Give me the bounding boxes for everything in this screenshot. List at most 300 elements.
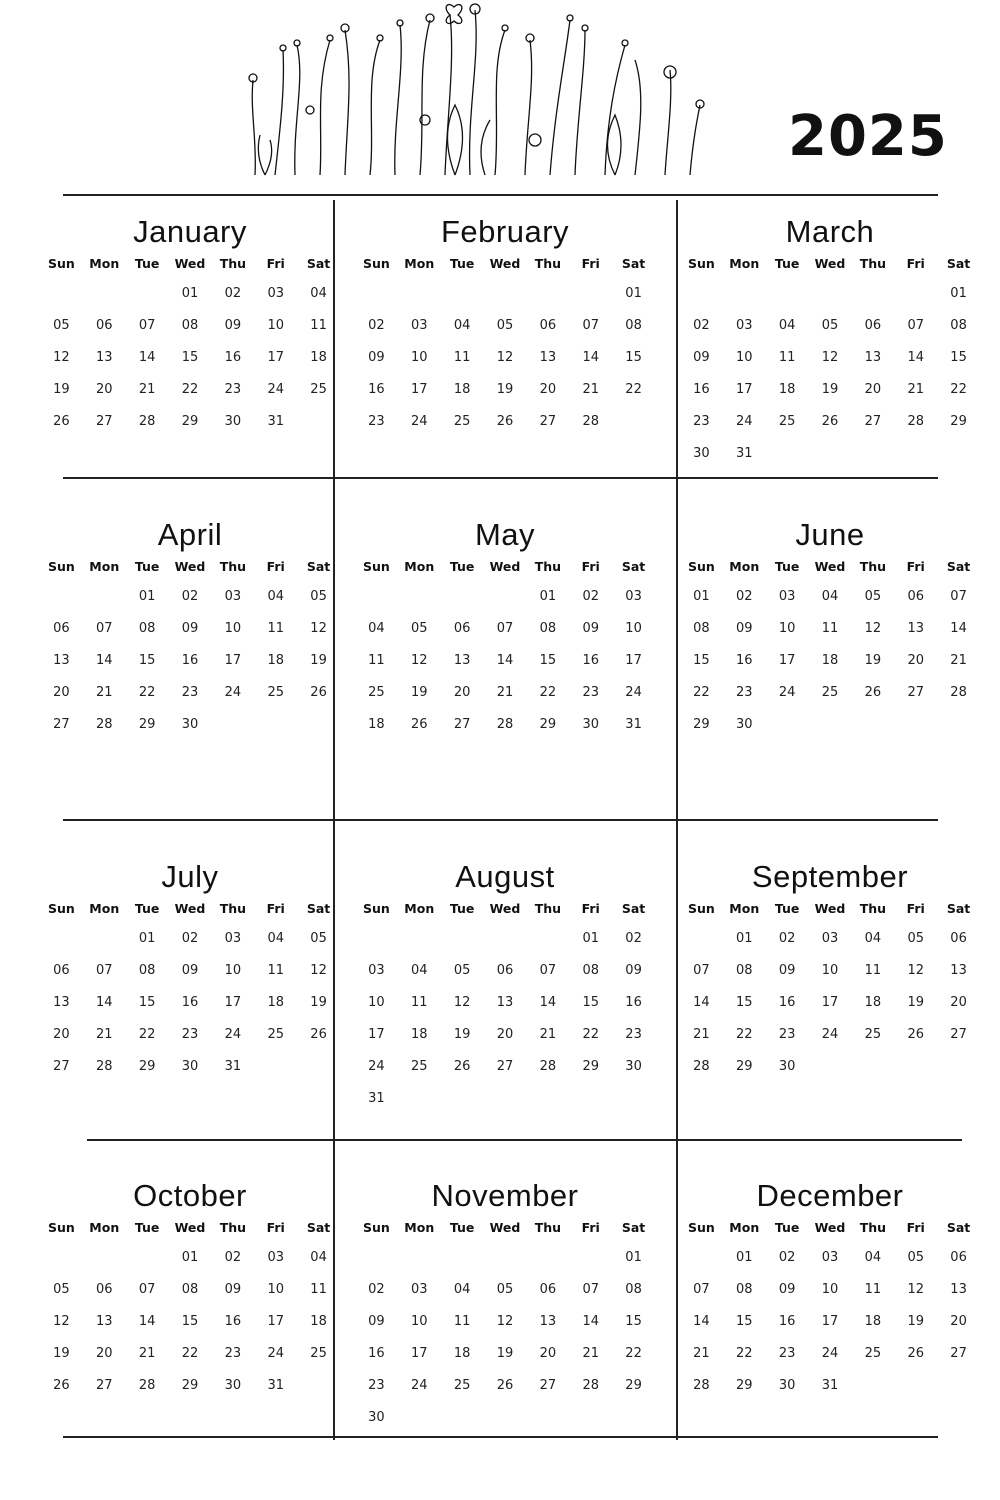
day-cell: 20 bbox=[907, 653, 924, 668]
weekday-label: Thu bbox=[859, 559, 887, 574]
day-cell: 31 bbox=[736, 446, 753, 461]
month-april bbox=[40, 515, 340, 749]
day-cell: 01 bbox=[950, 286, 967, 301]
day-cell: 11 bbox=[267, 963, 284, 978]
weekday-label: Wed bbox=[814, 256, 846, 271]
day-cell bbox=[126, 286, 169, 318]
day-cell: 06 bbox=[950, 1250, 967, 1265]
weekday-header bbox=[40, 901, 340, 931]
weekday-label: Tue bbox=[134, 1220, 160, 1235]
weekday-label: Thu bbox=[859, 256, 887, 271]
day-cell: 13 bbox=[53, 653, 70, 668]
weekday-label: Wed bbox=[174, 901, 206, 916]
day-cell: 08 bbox=[138, 963, 156, 978]
day-cell: 13 bbox=[907, 621, 924, 636]
day-cell: 25 bbox=[453, 1378, 471, 1393]
day-cell: 14 bbox=[138, 350, 156, 365]
day-cell: 22 bbox=[138, 1027, 156, 1042]
day-cell: 05 bbox=[864, 589, 882, 604]
day-cell: 14 bbox=[138, 1314, 156, 1329]
day-cell: 15 bbox=[138, 653, 156, 668]
day-cell: 05 bbox=[496, 1282, 514, 1297]
weekday-label: Fri bbox=[906, 559, 925, 574]
day-cell: 11 bbox=[864, 963, 882, 978]
day-cell: 28 bbox=[138, 1378, 156, 1393]
day-cell: 21 bbox=[96, 685, 113, 700]
day-cell: 22 bbox=[736, 1346, 753, 1361]
day-cell: 26 bbox=[864, 685, 882, 700]
day-cell: 14 bbox=[96, 995, 113, 1010]
day-cell: 12 bbox=[496, 350, 514, 365]
day-cell bbox=[809, 717, 852, 749]
day-cell: 11 bbox=[821, 621, 839, 636]
day-cell: 16 bbox=[181, 653, 199, 668]
day-cell: 03 bbox=[411, 1282, 428, 1297]
day-cell: 09 bbox=[181, 621, 199, 636]
day-cell: 30 bbox=[693, 446, 710, 461]
day-cell: 21 bbox=[582, 1346, 599, 1361]
day-cell: 08 bbox=[736, 963, 753, 978]
day-cell: 17 bbox=[267, 350, 284, 365]
day-cell: 05 bbox=[310, 931, 327, 946]
day-cell: 04 bbox=[778, 318, 796, 333]
day-cell: 14 bbox=[539, 995, 557, 1010]
weekday-label: Wed bbox=[814, 1220, 846, 1235]
weekday-label: Sat bbox=[306, 901, 331, 916]
weekday-label: Fri bbox=[581, 901, 600, 916]
day-cell: 14 bbox=[950, 621, 967, 636]
day-cell: 05 bbox=[53, 318, 70, 333]
day-cell: 04 bbox=[453, 318, 471, 333]
day-cell: 14 bbox=[496, 653, 514, 668]
day-cell bbox=[569, 1410, 612, 1442]
day-cell bbox=[851, 1378, 894, 1410]
day-cell bbox=[851, 446, 894, 478]
day-cell: 18 bbox=[310, 350, 327, 365]
day-cell: 09 bbox=[736, 621, 753, 636]
week-row bbox=[680, 685, 980, 717]
week-row bbox=[680, 286, 980, 318]
week-row bbox=[355, 414, 655, 446]
weekday-label: Fri bbox=[266, 256, 285, 271]
month-august bbox=[355, 857, 655, 1123]
weekday-label: Thu bbox=[534, 256, 562, 271]
day-cell: 08 bbox=[950, 318, 967, 333]
weekday-label: Thu bbox=[534, 559, 562, 574]
weekday-label: Wed bbox=[814, 901, 846, 916]
day-cell: 27 bbox=[539, 1378, 557, 1393]
day-cell bbox=[937, 446, 980, 478]
day-cell: 05 bbox=[496, 318, 514, 333]
day-cell: 21 bbox=[693, 1027, 710, 1042]
day-cell: 17 bbox=[411, 382, 428, 397]
day-cell: 12 bbox=[310, 963, 327, 978]
day-cell: 23 bbox=[224, 1346, 242, 1361]
weekday-label: Tue bbox=[774, 1220, 800, 1235]
day-cell: 12 bbox=[53, 1314, 70, 1329]
weekday-label: Sun bbox=[688, 559, 715, 574]
weekday-header bbox=[40, 1220, 340, 1250]
month-name: September bbox=[751, 859, 909, 894]
week-row bbox=[355, 1346, 655, 1378]
day-cell: 28 bbox=[96, 1059, 113, 1074]
day-cell bbox=[40, 931, 83, 963]
day-cell: 02 bbox=[368, 1282, 385, 1297]
weekday-label: Wed bbox=[174, 559, 206, 574]
week-row bbox=[355, 685, 655, 717]
day-cell: 31 bbox=[625, 717, 642, 732]
day-cell: 26 bbox=[496, 1378, 514, 1393]
day-cell: 12 bbox=[821, 350, 839, 365]
week-row bbox=[355, 1378, 655, 1410]
day-cell: 06 bbox=[539, 318, 557, 333]
day-cell bbox=[680, 1250, 723, 1282]
day-cell: 18 bbox=[411, 1027, 428, 1042]
week-row bbox=[355, 382, 655, 414]
day-cell: 13 bbox=[453, 653, 471, 668]
weekday-label: Fri bbox=[581, 559, 600, 574]
day-cell bbox=[297, 414, 340, 446]
month-july bbox=[40, 857, 340, 1091]
week-row bbox=[40, 621, 340, 653]
week-row bbox=[40, 382, 340, 414]
day-cell: 24 bbox=[224, 685, 242, 700]
day-cell: 21 bbox=[539, 1027, 557, 1042]
day-cell: 21 bbox=[496, 685, 514, 700]
day-cell: 24 bbox=[411, 1378, 428, 1393]
week-row bbox=[680, 589, 980, 621]
week-row bbox=[680, 963, 980, 995]
weekday-label: Mon bbox=[89, 559, 120, 574]
year-title: 2025 bbox=[788, 104, 948, 169]
day-cell: 07 bbox=[138, 1282, 156, 1297]
day-cell: 04 bbox=[821, 589, 839, 604]
day-cell: 02 bbox=[582, 589, 599, 604]
day-cell: 20 bbox=[53, 685, 70, 700]
day-cell bbox=[355, 931, 398, 963]
day-cell: 13 bbox=[864, 350, 882, 365]
week-row bbox=[40, 995, 340, 1027]
day-cell: 13 bbox=[96, 1314, 113, 1329]
day-cell bbox=[937, 717, 980, 749]
weekday-label: Sat bbox=[621, 559, 646, 574]
day-cell bbox=[441, 1250, 484, 1282]
weekday-label: Thu bbox=[219, 901, 247, 916]
day-cell: 11 bbox=[778, 350, 796, 365]
day-cell bbox=[484, 931, 527, 963]
day-cell: 02 bbox=[224, 1250, 242, 1265]
day-cell: 04 bbox=[267, 931, 284, 946]
month-name: November bbox=[431, 1178, 579, 1213]
day-cell: 21 bbox=[582, 382, 599, 397]
day-cell: 03 bbox=[224, 589, 242, 604]
day-cell: 24 bbox=[821, 1027, 839, 1042]
weekday-label: Tue bbox=[449, 256, 475, 271]
day-cell: 02 bbox=[736, 589, 753, 604]
day-cell: 22 bbox=[736, 1027, 753, 1042]
day-cell: 06 bbox=[950, 931, 967, 946]
day-cell bbox=[680, 286, 723, 318]
day-cell: 20 bbox=[453, 685, 471, 700]
weekday-label: Wed bbox=[174, 256, 206, 271]
day-cell: 16 bbox=[181, 995, 199, 1010]
weekday-label: Sun bbox=[363, 901, 390, 916]
day-cell bbox=[355, 1250, 398, 1282]
day-cell: 22 bbox=[138, 685, 156, 700]
day-cell: 02 bbox=[778, 1250, 796, 1265]
day-cell: 09 bbox=[693, 350, 710, 365]
day-cell: 06 bbox=[53, 963, 70, 978]
day-cell: 01 bbox=[693, 589, 710, 604]
day-cell: 03 bbox=[267, 286, 284, 301]
week-row bbox=[355, 350, 655, 382]
day-cell: 01 bbox=[539, 589, 557, 604]
week-row bbox=[680, 931, 980, 963]
weekday-header bbox=[355, 1220, 655, 1250]
day-cell: 25 bbox=[864, 1346, 882, 1361]
week-row bbox=[40, 318, 340, 350]
day-cell bbox=[894, 1059, 937, 1091]
day-cell: 06 bbox=[539, 1282, 557, 1297]
day-cell: 23 bbox=[582, 685, 599, 700]
day-cell: 22 bbox=[625, 1346, 642, 1361]
day-cell bbox=[526, 1250, 569, 1282]
weekday-label: Tue bbox=[449, 901, 475, 916]
day-cell bbox=[612, 1410, 655, 1442]
day-cell: 30 bbox=[181, 1059, 199, 1074]
weekday-label: Fri bbox=[906, 1220, 925, 1235]
weekday-label: Sun bbox=[48, 901, 75, 916]
day-cell: 03 bbox=[224, 931, 242, 946]
week-row bbox=[680, 1314, 980, 1346]
weekday-label: Tue bbox=[774, 256, 800, 271]
week-row bbox=[40, 1314, 340, 1346]
day-cell bbox=[398, 1250, 441, 1282]
weekday-label: Sat bbox=[946, 559, 971, 574]
day-cell: 25 bbox=[310, 1346, 327, 1361]
weekday-label: Sun bbox=[688, 1220, 715, 1235]
weekday-label: Sun bbox=[48, 559, 75, 574]
day-cell bbox=[441, 589, 484, 621]
weekday-label: Sun bbox=[48, 1220, 75, 1235]
day-cell: 05 bbox=[821, 318, 839, 333]
week-row bbox=[40, 1027, 340, 1059]
day-cell: 26 bbox=[907, 1346, 924, 1361]
day-cell bbox=[355, 589, 398, 621]
day-cell: 06 bbox=[864, 318, 882, 333]
week-row bbox=[680, 446, 980, 478]
weekday-label: Sun bbox=[688, 901, 715, 916]
week-row bbox=[680, 1250, 980, 1282]
day-cell: 27 bbox=[496, 1059, 514, 1074]
day-cell bbox=[297, 1059, 340, 1091]
day-cell: 16 bbox=[693, 382, 710, 397]
day-cell: 17 bbox=[411, 1346, 428, 1361]
day-cell: 21 bbox=[138, 1346, 156, 1361]
day-cell: 10 bbox=[736, 350, 753, 365]
day-cell: 12 bbox=[411, 653, 428, 668]
day-cell: 21 bbox=[907, 382, 924, 397]
day-cell: 18 bbox=[310, 1314, 327, 1329]
day-cell: 26 bbox=[496, 414, 514, 429]
day-cell: 10 bbox=[411, 1314, 428, 1329]
day-cell: 24 bbox=[411, 414, 428, 429]
weekday-label: Mon bbox=[89, 1220, 120, 1235]
week-row bbox=[355, 1410, 655, 1442]
day-cell bbox=[40, 286, 83, 318]
week-row bbox=[355, 963, 655, 995]
day-cell: 17 bbox=[368, 1027, 385, 1042]
month-name: May bbox=[474, 517, 536, 552]
month-name: December bbox=[756, 1178, 904, 1213]
week-row bbox=[680, 350, 980, 382]
day-cell: 15 bbox=[736, 995, 753, 1010]
day-cell: 25 bbox=[864, 1027, 882, 1042]
weekday-label: Sat bbox=[946, 901, 971, 916]
day-cell: 03 bbox=[368, 963, 385, 978]
day-cell: 06 bbox=[96, 1282, 113, 1297]
week-row bbox=[40, 963, 340, 995]
day-cell bbox=[398, 1091, 441, 1123]
day-cell: 13 bbox=[96, 350, 113, 365]
weekday-label: Sat bbox=[306, 256, 331, 271]
day-cell: 05 bbox=[310, 589, 327, 604]
day-cell: 19 bbox=[496, 1346, 514, 1361]
day-cell: 24 bbox=[368, 1059, 385, 1074]
week-row bbox=[355, 995, 655, 1027]
week-row bbox=[40, 589, 340, 621]
day-cell: 30 bbox=[736, 717, 753, 732]
day-cell: 19 bbox=[907, 1314, 924, 1329]
day-cell: 16 bbox=[224, 1314, 242, 1329]
weekday-label: Tue bbox=[449, 559, 475, 574]
day-cell bbox=[526, 286, 569, 318]
day-cell: 28 bbox=[693, 1059, 710, 1074]
day-cell: 30 bbox=[368, 1410, 385, 1425]
day-cell bbox=[398, 286, 441, 318]
day-cell: 08 bbox=[736, 1282, 753, 1297]
day-cell: 12 bbox=[496, 1314, 514, 1329]
day-cell: 13 bbox=[950, 1282, 967, 1297]
day-cell: 10 bbox=[821, 963, 839, 978]
day-cell: 23 bbox=[368, 414, 385, 429]
day-cell: 02 bbox=[778, 931, 796, 946]
day-cell: 17 bbox=[821, 1314, 839, 1329]
day-cell: 16 bbox=[625, 995, 642, 1010]
month-october bbox=[40, 1176, 340, 1410]
day-cell: 23 bbox=[181, 1027, 199, 1042]
day-cell: 18 bbox=[453, 1346, 471, 1361]
week-row bbox=[40, 717, 340, 749]
day-cell: 22 bbox=[539, 685, 557, 700]
day-cell: 04 bbox=[864, 931, 882, 946]
day-cell: 04 bbox=[310, 286, 327, 301]
day-cell: 15 bbox=[138, 995, 156, 1010]
day-cell: 03 bbox=[736, 318, 753, 333]
weekday-label: Wed bbox=[174, 1220, 206, 1235]
day-cell: 18 bbox=[267, 995, 284, 1010]
month-february bbox=[355, 212, 655, 446]
day-cell bbox=[569, 286, 612, 318]
month-name: March bbox=[785, 214, 875, 249]
day-cell: 28 bbox=[907, 414, 924, 429]
day-cell: 07 bbox=[582, 318, 599, 333]
day-cell: 23 bbox=[693, 414, 710, 429]
day-cell bbox=[851, 1059, 894, 1091]
day-cell: 27 bbox=[96, 1378, 113, 1393]
weekday-label: Mon bbox=[404, 559, 435, 574]
day-cell bbox=[126, 1250, 169, 1282]
day-cell: 06 bbox=[53, 621, 70, 636]
weekday-label: Thu bbox=[534, 1220, 562, 1235]
weekday-label: Sun bbox=[363, 1220, 390, 1235]
week-row bbox=[355, 589, 655, 621]
day-cell: 05 bbox=[907, 1250, 924, 1265]
day-cell: 09 bbox=[778, 963, 796, 978]
weekday-label: Sun bbox=[363, 559, 390, 574]
weekday-label: Tue bbox=[134, 901, 160, 916]
day-cell: 27 bbox=[453, 717, 471, 732]
weekday-header bbox=[355, 559, 655, 589]
day-cell: 12 bbox=[53, 350, 70, 365]
day-cell: 02 bbox=[368, 318, 385, 333]
day-cell bbox=[441, 286, 484, 318]
day-cell bbox=[894, 1378, 937, 1410]
day-cell: 30 bbox=[224, 414, 242, 429]
day-cell: 01 bbox=[625, 286, 642, 301]
day-cell: 01 bbox=[181, 1250, 199, 1265]
day-cell: 27 bbox=[539, 414, 557, 429]
week-row bbox=[680, 1059, 980, 1091]
day-cell: 16 bbox=[368, 1346, 385, 1361]
day-cell: 24 bbox=[224, 1027, 242, 1042]
day-cell bbox=[254, 1059, 297, 1091]
day-cell: 27 bbox=[864, 414, 882, 429]
day-cell: 29 bbox=[950, 414, 967, 429]
weekday-label: Sat bbox=[946, 1220, 971, 1235]
day-cell: 21 bbox=[693, 1346, 710, 1361]
day-cell: 04 bbox=[267, 589, 284, 604]
week-row bbox=[680, 1378, 980, 1410]
day-cell: 11 bbox=[368, 653, 385, 668]
day-cell: 14 bbox=[693, 995, 710, 1010]
day-cell: 24 bbox=[267, 382, 284, 397]
week-row bbox=[680, 318, 980, 350]
weekday-header bbox=[355, 256, 655, 286]
day-cell bbox=[809, 446, 852, 478]
week-row bbox=[680, 717, 980, 749]
day-cell: 20 bbox=[96, 382, 113, 397]
day-cell: 09 bbox=[368, 350, 385, 365]
week-row bbox=[40, 286, 340, 318]
day-cell: 26 bbox=[53, 1378, 70, 1393]
week-row bbox=[680, 1346, 980, 1378]
day-cell bbox=[83, 931, 126, 963]
weekday-label: Tue bbox=[449, 1220, 475, 1235]
day-cell: 26 bbox=[310, 1027, 327, 1042]
week-row bbox=[40, 653, 340, 685]
day-cell: 09 bbox=[224, 1282, 242, 1297]
weekday-label: Fri bbox=[906, 901, 925, 916]
day-cell: 24 bbox=[625, 685, 642, 700]
day-cell bbox=[484, 286, 527, 318]
day-cell: 10 bbox=[267, 1282, 284, 1297]
weekday-label: Thu bbox=[859, 1220, 887, 1235]
day-cell: 19 bbox=[310, 653, 327, 668]
day-cell bbox=[484, 1410, 527, 1442]
day-cell: 06 bbox=[96, 318, 113, 333]
wildflower-illustration bbox=[235, 0, 715, 180]
